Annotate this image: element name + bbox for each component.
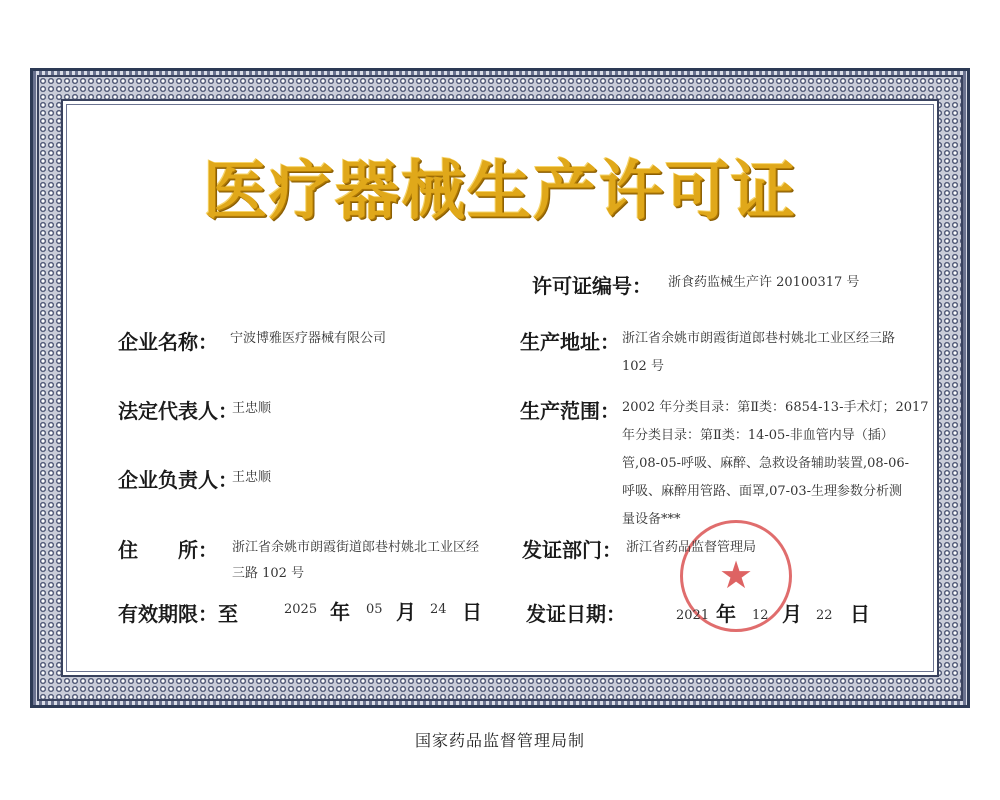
production-address-line-1: 浙江省余姚市朗霞街道郎巷村姚北工业区经三路 — [622, 331, 896, 346]
production-scope-line-4: 呼吸、麻醉用管路、面罩,07-03-生理参数分析测 — [622, 484, 903, 499]
validity-day: 24 — [430, 602, 447, 617]
production-scope-line-5: 量设备*** — [622, 512, 681, 527]
seal-star-icon: ★ — [718, 553, 754, 597]
residence-label: 住 所： — [118, 538, 218, 562]
issue-year-unit: 年 — [716, 602, 736, 626]
validity-day-unit: 日 — [462, 600, 482, 624]
production-address-label: 生产地址： — [520, 330, 620, 354]
enterprise-head-value: 王忠顺 — [232, 470, 272, 485]
validity-month-unit: 月 — [396, 600, 416, 624]
company-name-value: 宁波博雅医疗器械有限公司 — [230, 331, 387, 346]
validity-prefix: 至 — [218, 602, 238, 626]
issue-month-unit: 月 — [782, 602, 802, 626]
residence-line-2: 三路 102 号 — [232, 566, 305, 581]
production-scope-line-3: 管,08-05-呼吸、麻醉、急救设备辅助装置,08-06- — [622, 456, 910, 471]
legal-representative-label: 法定代表人： — [118, 399, 238, 423]
validity-label: 有效期限： — [118, 602, 218, 626]
production-scope-line-1: 2002 年分类目录：第Ⅱ类：6854-13-手术灯；2017 — [622, 400, 929, 415]
legal-representative-value: 王忠顺 — [232, 401, 272, 416]
issue-month: 12 — [752, 608, 769, 623]
enterprise-head-label: 企业负责人： — [118, 468, 238, 492]
residence-line-1: 浙江省余姚市朗霞街道郎巷村姚北工业区经 — [232, 540, 480, 555]
issue-date-label: 发证日期： — [526, 602, 626, 626]
validity-year: 2025 — [284, 602, 318, 617]
issuer-footer: 国家药品监督管理局制 — [414, 731, 585, 750]
license-number-value: 浙食药监械生产许 20100317 号 — [668, 275, 860, 290]
license-number-label: 许可证编号： — [532, 274, 652, 298]
production-scope-label: 生产范围： — [520, 399, 620, 423]
issuing-department-label: 发证部门： — [522, 538, 622, 562]
company-name-label: 企业名称： — [118, 330, 218, 354]
issue-year: 2021 — [676, 608, 710, 623]
issue-day: 22 — [816, 608, 833, 623]
validity-month: 05 — [366, 602, 383, 617]
issuing-department-value: 浙江省药品监督管理局 — [626, 540, 757, 555]
certificate-title: 医疗器械生产许可证 — [203, 155, 797, 229]
production-address-line-2: 102 号 — [622, 359, 664, 374]
production-scope-line-2: 年分类目录：第Ⅱ类：14-05-非血管内导（插） — [622, 428, 894, 443]
issue-day-unit: 日 — [850, 602, 870, 626]
validity-year-unit: 年 — [330, 600, 350, 624]
